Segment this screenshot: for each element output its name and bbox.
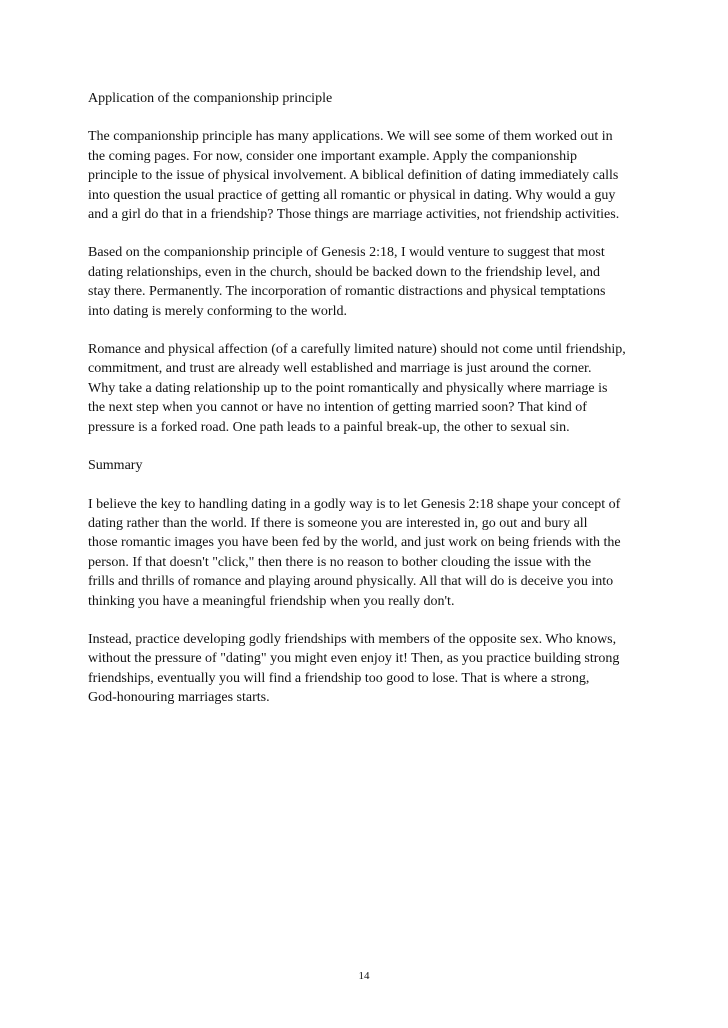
paragraph-companionship-applications	[88, 127, 668, 224]
paragraph-line: God-honouring marriages starts.	[88, 690, 270, 706]
paragraph-godly-friendships	[88, 630, 668, 708]
paragraph-line: Instead, practice developing godly friendships with members of the opposite sex. Who knows,	[88, 631, 617, 647]
paragraph-line: dating relationships, even in the church, should be backed down to the friendship level, and	[88, 264, 601, 280]
paragraph-line: the coming pages. For now, consider one important example. Apply the companionship	[88, 148, 577, 164]
paragraph-line: frills and thrills of romance and playing around physically. All that will do is deceive you into	[88, 574, 614, 590]
paragraph-romance-physical-affection	[88, 340, 668, 437]
paragraph-line: those romantic images you have been fed by the world, and just work on being friends with the	[88, 535, 621, 551]
paragraph-line: into question the usual practice of getting all romantic or physical in dating. Why would a guy	[88, 187, 616, 203]
paragraph-line: into dating is merely conforming to the world.	[88, 303, 347, 319]
page-content	[88, 89, 668, 727]
paragraph-line: person. If that doesn't "click," then there is no reason to bother clouding the issue with the	[88, 554, 592, 570]
paragraph-line: Romance and physical affection (of a carefully limited nature) should not come until friendship,	[88, 342, 626, 358]
paragraph-line: friendships, eventually you will find a friendship too good to lose. That is where a strong,	[88, 670, 590, 686]
paragraph-line: The companionship principle has many applications. We will see some of them worked out in	[88, 129, 613, 145]
paragraph-line: Based on the companionship principle of Genesis 2:18, I would venture to suggest that most	[88, 245, 605, 261]
paragraph-line: and a girl do that in a friendship? Those things are marriage activities, not friendship activities.	[88, 207, 620, 223]
paragraph-line: the next step when you cannot or have no intention of getting married soon? That kind of	[88, 400, 587, 416]
paragraph-line: pressure is a forked road. One path leads to a painful break-up, the other to sexual sin.	[88, 419, 570, 435]
paragraph-line: I believe the key to handling dating in a godly way is to let Genesis 2:18 shape your concept of	[88, 496, 621, 512]
paragraph-line: principle to the issue of physical involvement. A biblical definition of dating immediately calls	[88, 168, 619, 184]
paragraph-line: Why take a dating relationship up to the point romantically and physically where marriage is	[88, 380, 608, 396]
paragraph-line: without the pressure of "dating" you might even enjoy it! Then, as you practice building strong	[88, 651, 620, 667]
section-heading-summary: Summary	[88, 458, 143, 474]
paragraph-summary-key	[88, 495, 668, 611]
paragraph-line: thinking you have a meaningful friendship when you really don't.	[88, 593, 455, 609]
paragraph-line: dating rather than the world. If there is someone you are interested in, go out and bury all	[88, 515, 588, 531]
paragraph-line: commitment, and trust are already well established and marriage is just around the corner.	[88, 361, 592, 377]
paragraph-genesis-suggestion	[88, 243, 668, 321]
section-heading-application: Application of the companionship principle	[88, 91, 333, 106]
page-number: 14	[358, 970, 370, 982]
paragraph-line: stay there. Permanently. The incorporation of romantic distractions and physical temptations	[88, 284, 606, 300]
